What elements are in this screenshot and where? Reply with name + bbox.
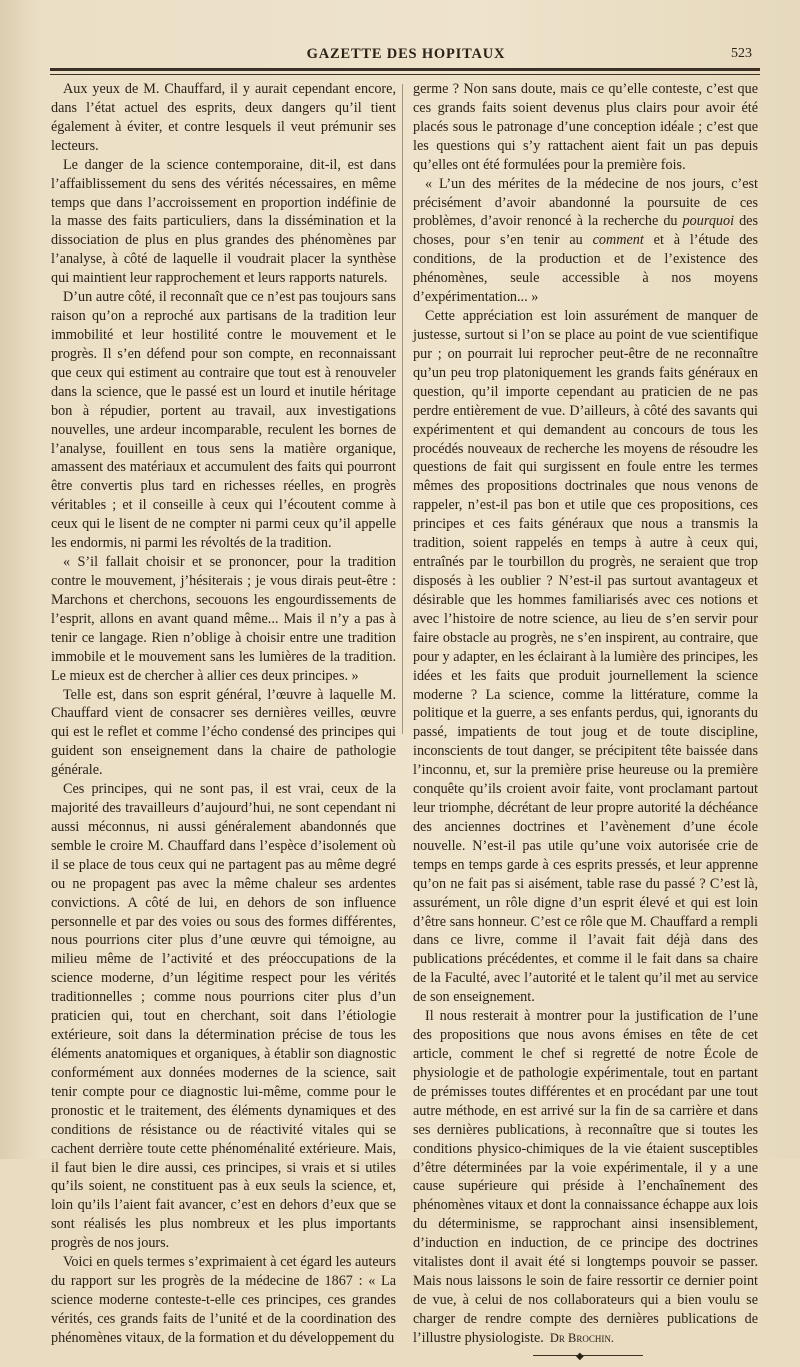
paragraph: Voici en quels termes s’exprimaient à cet égard les auteurs du rapport sur les progrès de la médecine de 1867 : « La science moderne conteste-t-elle ces principes, ces grandes vérités, ces grands faits de l’unité et de la coordination des phénomènes vitaux, de la formation et du développement du — [51, 1254, 396, 1346]
paragraph: Telle est, dans son esprit général, l’œuvre à laquelle M. Chauffard vient de consacrer ses dernières veilles, œuvre qui est le reflet et comme l’écho condensé des principes qui guident son enseignement dans la chaire de pathologie générale. — [51, 686, 396, 779]
paragraph — [413, 1007, 758, 1348]
paragraph: Le danger de la science contemporaine, dit-il, est dans l’affaiblissement du sens des vérités nécessaires, en même temps que dans l’accroissement en proportion indéfinie de la masse des faits particuliers, dans la dissémination et la dissociation de plus en plus grandes des phénomènes par l’analyse, à côté de laquelle il voudrait placer la synthèse qui maintient leur rapprochement et leurs rapports naturels. — [51, 156, 396, 287]
end-ornament — [413, 1348, 758, 1362]
paragraph — [413, 175, 758, 307]
paragraph: Ces principes, qui ne sont pas, il est vrai, ceux de la majorité des travailleurs d’aujourd’hui, ne sont cependant ni aussi méconnus, ni aussi généralement abandonnés que semble le croire M. Chauffard dans l’espèce d’isolement où il se place de tous ceux qui ne partagent pas au même degré ou ne propagent pas avec la même chaleur ses ardentes convictions. A côté de lui, en dehors de son influence personnelle et par des voies ou sous des formes différentes, nous pourrions citer plus d’une œuvre qui témoigne, au milieu même de l’activité et des préoccupations de la science moderne, d’un légitime respect pour les vérités traditionnelles ; comme nous pourrions citer plus d’un praticien qui, tout en cherchant, soit dans l’étiologie extérieure, soit dans la détermination précise de tous les éléments anatomiques et organiques, à établir son diagnostic conformément aux données modernes de la science, sait tenir compte pour ce diagnostic lui-même, comme pour le pronostic et le traitement, des éléments dynamiques et des conditions de résistance ou de réactivité vitales qui se cachent derrière toute cette phénoménalité extérieure. Mais, il faut bien le dire aussi, ces principes, si vrais et si utiles qu’ils soient, ne constituent pas à eux seuls la science, et, loin qu’ils l’aient fait avancer, c’est en dehors d’eux que se sont réalisés les plus nombreux et les plus importants progrès de nos jours. — [51, 781, 396, 1252]
italic-term: comment — [592, 232, 644, 249]
text-run: Il nous resterait à montrer pour la justification de l’une des propositions que nous avons émises en tête de cet article, comment le chef si regretté de notre École de physiologie et de pathologie expérimentale, tout en partant de prémisses toutes différentes et en procédant par une tout autre méthode, en est arrivé sur la fin de sa carrière et dans ses dernières publications, à reconnaître que si toutes les conditions physico-chimiques de la vie étaient susceptibles d’être déterminées par la voie expérimentale, il y a une cause supérieure qui préside à l’enchaînement des phénomènes vitaux et dont la connaissance échappe aux lois du déterminisme, se rapprochant ainsi insensiblement, d’induction en induction, de ce principe des doctrines vitalistes dont il avait été si longtemps pouvoir se passer. Mais nous laissons le soin de faire ressortir ce dernier point de vue, à celui de nos collaborateurs qui a bien voulu se charger de rendre compte des dernières publications de l’illustre physiologiste. — [413, 1008, 758, 1346]
paragraph: Aux yeux de M. Chauffard, il y aurait cependant encore, dans l’état actuel des esprits, deux dangers qu’il tient également à éviter, et contre lesquels il veut prémunir ses lecteurs. — [51, 81, 396, 154]
header-rule-thin — [50, 74, 760, 75]
text-run: « L’un des mérites de la médecine de nos jours, c’est précisément d’avoir abandonné la poursuite de ces problèmes, d’avoir renoncé à la recherche du — [413, 175, 758, 230]
ornament-rule — [533, 1355, 643, 1356]
running-title: GAZETTE DES HOPITAUX — [306, 46, 506, 62]
author-signature: Dr Brochin. — [549, 1330, 614, 1345]
running-head — [56, 44, 756, 64]
header-rule-thick — [50, 68, 760, 71]
paragraph: D’un autre côté, il reconnaît que ce n’est pas toujours sans raison qu’on a reproché aux partisans de la tradition leur immobilité et leur hostilité contre le mouvement et le progrès. Il s’en défend pour son compte, en reconnaissant que ceux qui estiment au contraire que tout est à renouveler dans la science, que le passé est un lourd et inutile héritage bon à répudier, portent au travail, aux investigations nouvelles, une ardeur incomparable, reculent les bornes de l’analyse, fouillent en tous sens la matière organique, amassent des matériaux et accumulent des faits qui pourront être convertis plus tard en richesses réelles, en progrès véritables ; et il conseille à ceux qui l’écoutent comme à ceux qui le lisent de ne compter ni parmi ceux qu’il appelle les endormis, ni parmi les révoltés de la tradition. — [51, 289, 396, 552]
column-divider — [402, 84, 403, 734]
left-column — [51, 80, 396, 1348]
paragraph: « S’il fallait choisir et se prononcer, pour la tradition contre le mouvement, j’hésiterais ; je vous dirais peut-être : Marchons et cherchons, secouons les engourdissements de l’esprit, allons en avant quand même... Mais il n’y a pas à tenir ce langage. Rien n’oblige à choisir entre une tradition immobile et le mouvement sans les lumières de la tradition. Le mieux est de chercher à allier ces deux principes. » — [51, 554, 396, 684]
italic-term: pourquoi — [682, 213, 735, 230]
paragraph: germe ? Non sans doute, mais ce qu’elle conteste, c’est que ces grands faits soient devenus plus clairs pour avoir été placés sous le patronage d’une conception idéale ; c’est que les questions qui s’y rattachent aient fait un pas depuis qu’elles ont été formulées pour la première fois. — [413, 81, 758, 173]
paragraph: Cette appréciation est loin assurément de manquer de justesse, surtout si l’on se place au point de vue scientifique pur ; on pourrait lui reprocher peut-être de ne reconnaître qu’un peu trop platoniquement les grands faits généraux en question, qu’il importe cependant au praticien de ne pas perdre entièrement de vue. D’ailleurs, à côté des savants qui expérimentent et qui demandent au concours de tous les procédés nouveaux de recherche les moyens de résoudre les questions de fait qui surgissent en foule entre les termes mêmes des propositions doctrinales que nous venons de rappeler, n’est-il pas bon et utile que ces propositions, ces principes et ces faits généraux que nous a transmis la tradition, soient rappelés en temps à autre à ceux qui, entraînés par le tourbillon du progrès, ne seraient que trop disposés à les oublier ? N’est-il pas surtout avantageux et désirable que les hommes familiarisés avec ces notions et avec l’histoire de notre science, au lieu de s’en servir pour faire obstacle au progrès, ne s’en inspirent, au contraire, que pour y adapter, en les éclairant à la lumière des principes, les idées et les faits que produit journellement la science moderne ? La science, comme la littérature, comme la politique et la guerre, a ses enfants perdus, qui, ignorants du passé, impatients de tout joug et de toute discipline, inconscients de tout danger, se précipitent tête baissée dans l’inconnu, et, sur la première prise heureuse ou la première conquête qu’ils croient avoir faite, vont proclamant partout leur triomphe, décrétant de leur propre autorité la déchéance des anciennes doctrines et l’avènement d’une école nouvelle. N’est-il pas utile qu’une voix autorisée crie de temps en temps garde à ces esprits pressés, et leur apprenne qu’on ne fait pas si aisément, table rase du passé ? C’est là, assurément, un rôle digne d’un esprit élevé et qui est loin d’être sans honneur. C’est ce rôle que M. Chauffard a rempli dans ce livre, comme il l’avait fait déjà dans des publications précédentes, et comme il le fait dans sa chaire de la Faculté, avec l’autorité et le talent qu’il met au service de son enseignement. — [413, 308, 758, 1006]
right-column — [413, 80, 758, 1362]
ornament-glyph: ◆ — [576, 1350, 584, 1362]
text-run: et à l’étude des conditions, de la production et de l’existence des phénomènes, seule accessible à nos moyens d’expérimentation... » — [413, 232, 758, 306]
text-run: des choses, pour s’en tenir au — [413, 213, 759, 249]
page-number: 523 — [731, 46, 752, 61]
